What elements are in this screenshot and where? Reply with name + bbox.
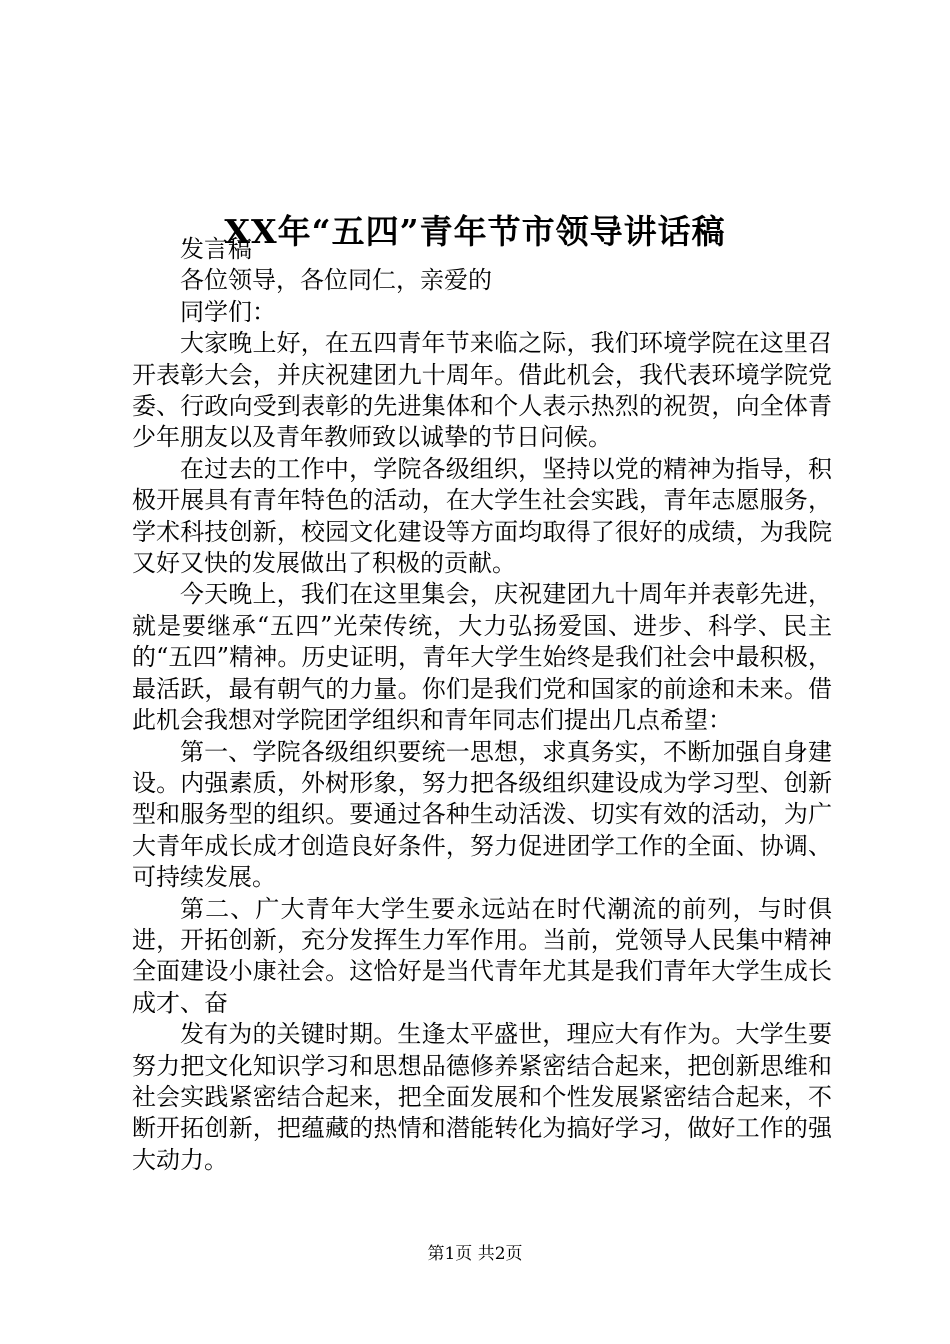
page-number-footer: 第1页 共2页 [427, 1244, 523, 1264]
paragraph: 在过去的工作中，学院各级组织，坚持以党的精神为指导，积极开展具有青年特色的活动，在大学生社会实践，青年志愿服务，学术科技创新，校园文化建设等方面均取得了很好的成绩，为我院又好又快的发展做出了积极的贡献。 [132, 454, 832, 578]
paragraph: 今天晚上，我们在这里集会，庆祝建团九十周年并表彰先进，就是要继承“五四”光荣传统，大力弘扬爱国、进步、科学、民主的“五四”精神。历史证明，青年大学生始终是我们社会中最积极，最活跃，最有朝气的力量。你们是我们党和国家的前途和未来。借此机会我想对学院团学组织和青年同志们提出几点希望： [132, 580, 832, 735]
paragraph: 第二、广大青年大学生要永远站在时代潮流的前列，与时俱进，开拓创新，充分发挥生力军作用。当前，党领导人民集中精神全面建设小康社会。这恰好是当代青年尤其是我们青年大学生成长成才、奋 [132, 894, 832, 1017]
paragraph: 发有为的关键时期。生逢太平盛世，理应大有作为。大学生要努力把文化知识学习和思想品德修养紧密结合起来，把创新思维和社会实践紧密结合起来，把全面发展和个性发展紧密结合起来，不断开拓创新，把蕴藏的热情和潜能转化为搞好学习，做好工作的强大动力。 [132, 1020, 832, 1174]
paragraph: 同学们： [180, 297, 276, 326]
document-title: XX年“五四”青年节市领导讲话稿 [224, 212, 726, 252]
document-body [132, 234, 832, 1176]
paragraph: 第一、学院各级组织要统一思想，求真务实，不断加强自身建设。内强素质，外树形象，努力把各级组织建设成为学习型、创新型和服务型的组织。要通过各种生动活泼、切实有效的活动，为广大青年成长成才创造良好条件，努力促进团学工作的全面、协调、可持续发展。 [132, 737, 832, 892]
paragraph: 发言稿 [180, 235, 252, 263]
paragraph: 大家晚上好，在五四青年节来临之际，我们环境学院在这里召开表彰大会，并庆祝建团九十周年。借此机会，我代表环境学院党委、行政向受到表彰的先进集体和个人表示热烈的祝贺，向全体青少年朋友以及青年教师致以诚挚的节日问候。 [132, 329, 832, 452]
paragraph: 各位领导，各位同仁，亲爱的 [180, 266, 492, 295]
